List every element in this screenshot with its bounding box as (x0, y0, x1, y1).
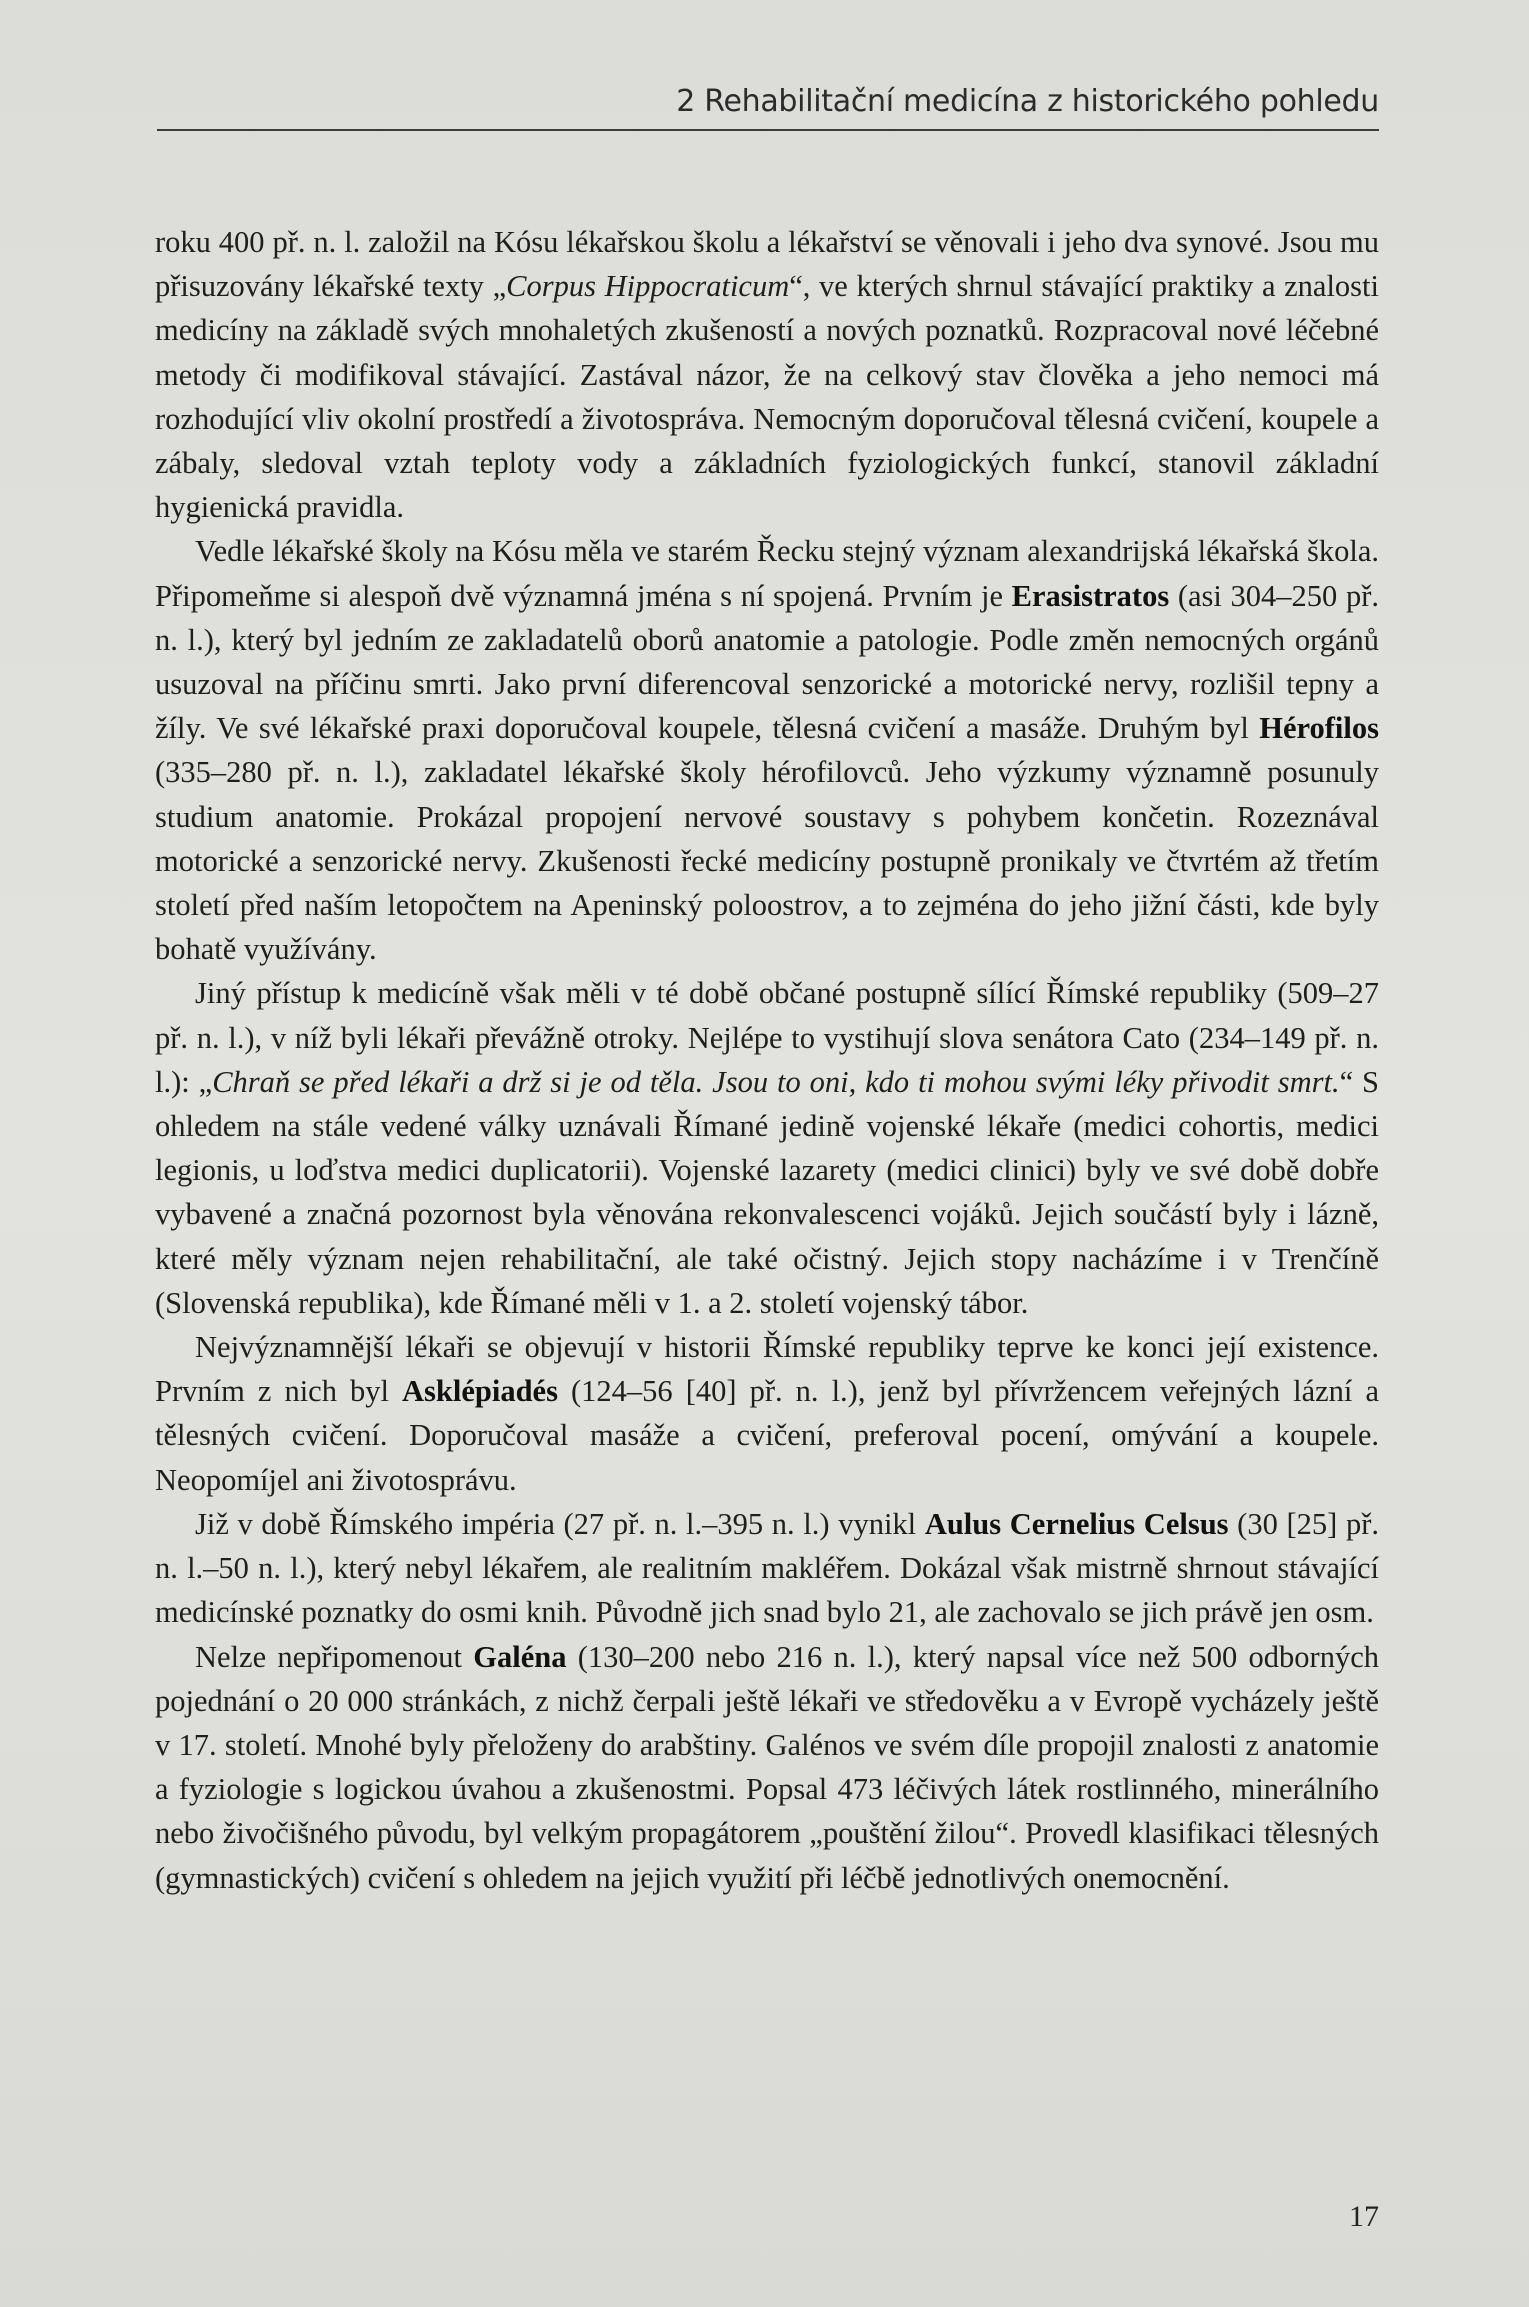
text-run: (124–56 [40] př. n. l.), jenž byl přívržencem veřejných lázní a tělesných cvičení. Doporučoval masáže a cvičení, preferoval pocení, omývání a koupele. Neopomíjel ani životosprávu. (155, 1374, 1379, 1497)
text-run: Jiný přístup k medicíně však měli v té době občané postupně sílící Římské republiky (509–27 př. n. l.), v níž byli lékaři převážně otroky. Nejlépe to vystihují slova senátora Cato (234–149 př. n. l.): „ (155, 976, 1379, 1099)
text-run: (asi 304–250 př. n. l.), který byl jedním ze zakladatelů oborů anatomie a patologie. Podle změn nemocných orgánů usuzoval na příčinu smrti. Jako první diferencoval senzorické a motorické nervy, rozlišil tepny a žíly. Ve své lékařské praxi doporučoval koupele, tělesná cvičení a masáže. Druhým byl (155, 578, 1379, 746)
italic-text: Chraň se před lékaři a drž si je od těla. Jsou to oni, kdo ti mohou svými léky přivodit smrt. (212, 1064, 1340, 1099)
text-run: “ S ohledem na stále vedené války uznávali Římané jedině vojenské lékaře (medici cohortis, medici legionis, u loďstva medici duplicatorii). Vojenské lazarety (medici clinici) byly ve své době dobře vybavené a značná pozornost byla věnována rekonvalescenci vojáků. Jejich součástí byly i lázně, které měly význam nejen rehabilitační, ale také očistný. Jejich stopy nacházíme i v Trenčíně (Slovenská republika), kde Římané měli v 1. a 2. století vojenský tábor. (155, 1064, 1379, 1320)
text-run: Vedle lékařské školy na Kósu měla ve starém Řecku stejný význam alexandrijská lékařská škola. Připomeňme si alespoň dvě významná jména s ní spojená. Prvním je (155, 534, 1379, 613)
running-header: 2 Rehabilitační medicína z historického pohledu (157, 84, 1379, 131)
italic-text: Corpus Hippocraticum (506, 269, 790, 304)
page-number: 17 (1349, 2200, 1379, 2233)
bold-name: Galéna (473, 1639, 567, 1674)
paragraph (155, 1635, 1379, 1900)
bold-name: Erasistratos (1011, 578, 1170, 613)
text-run: (335–280 př. n. l.), zakladatel lékařské školy hérofilovců. Jeho výzkumy významně posunuly studium anatomie. Prokázal propojení nervové soustavy s pohybem končetin. Rozeznával motorické a senzorické nervy. Zkušenosti řecké medicíny postupně pronikaly ve čtvrtém až třetím století před naším letopočtem na Apeninský poloostrov, a to zejména do jeho jižní části, kde byly bohatě využívány. (155, 755, 1379, 967)
paragraph (155, 971, 1379, 1325)
text-run: roku 400 př. n. l. založil na Kósu lékařskou školu a lékařství se věnovali i jeho dva synové. Jsou mu přisuzovány lékařské texty „ (155, 225, 1379, 304)
paragraph (155, 529, 1379, 971)
text-run: Nelze nepřipomenout (195, 1639, 474, 1674)
bold-name: Aulus Cernelius Celsus (924, 1506, 1229, 1541)
bold-name: Asklépiadés (402, 1374, 558, 1409)
text-run: “, ve kterých shrnul stávající praktiky a znalosti medicíny na základě svých mnohaletých zkušeností a nových poznatků. Rozpracoval nové léčebné metody či modifikoval stávající. Zastával názor, že na celkový stav člověka a jeho nemoci má rozhodující vliv okolní prostředí a životospráva. Nemocným doporučoval tělesná cvičení, koupele a zábaly, sledoval vztah teploty vody a základních fyziologických funkcí, stanovil základní hygienická pravidla. (155, 269, 1380, 525)
paragraph (155, 220, 1379, 529)
text-run: (30 [25] př. n. l.–50 n. l.), který nebyl lékařem, ale realitním makléřem. Dokázal však mistrně shrnout stávající medicínské poznatky do osmi knih. Původně jich snad bylo 21, ale zachovalo se jich právě jen osm. (155, 1506, 1379, 1630)
text-run: Již v době Římského impéria (27 př. n. l.–395 n. l.) vynikl (195, 1506, 925, 1541)
paragraph (155, 1502, 1379, 1635)
text-run: (130–200 nebo 216 n. l.), který napsal více než 500 odborných pojednání o 20 000 stránkách, z nichž čerpali ještě lékaři ve středověku a v Evropě vycházely ještě v 17. století. Mnohé byly přeloženy do arabštiny. Galénos ve svém díle propojil znalosti z anatomie a fyziologie s logickou úvahou a zkušenostmi. Popsal 473 léčivých látek rostlinného, minerálního nebo živočišného původu, byl velkým propagátorem „pouštění žilou“. Provedl klasifikaci tělesných (gymnastických) cvičení s ohledem na jejich využití při léčbě jednotlivých onemocnění. (155, 1639, 1379, 1895)
paragraph (155, 1325, 1379, 1502)
text-run: Nejvýznamnější lékaři se objevují v historii Římské republiky teprve ke konci její existence. Prvním z nich byl (155, 1330, 1379, 1409)
body-text (155, 220, 1379, 1900)
bold-name: Hérofilos (1259, 711, 1379, 746)
